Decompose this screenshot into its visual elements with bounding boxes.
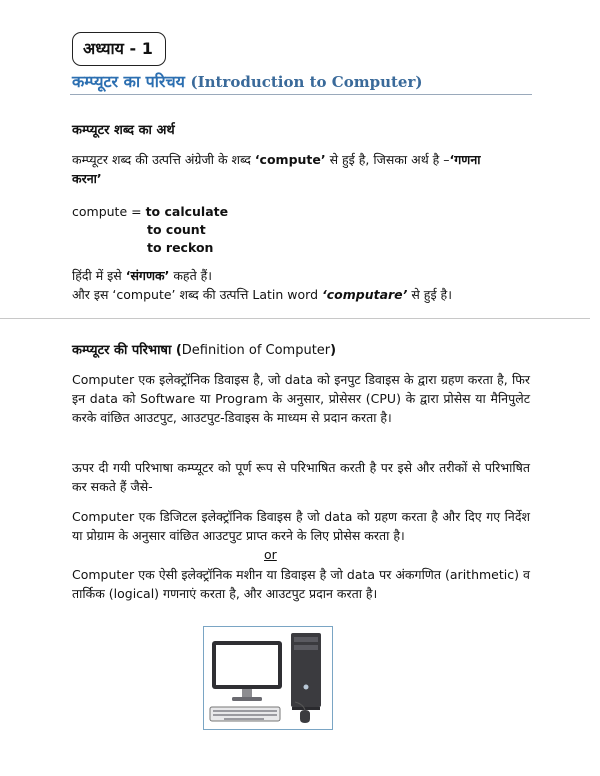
hindi-after: कहते हैं। [169,268,213,283]
definition-paragraph-2: ऊपर दी गयी परिभाषा कम्प्यूटर को पूर्ण रूप से परिभाषित करती है पर इसे और तरीकों से परिभाषित कर सकते हैं जैसे- [72,460,530,494]
hindi-term: ‘संगणक’ [125,268,170,283]
page-title [72,70,532,92]
cpu-tower [291,633,321,707]
compute-row-3 [72,238,372,256]
section2-heading-english: Definition of Computer [181,343,331,358]
section2-heading-open: ( [171,343,182,358]
compute-term: ‘compute’ [254,152,326,167]
section2-heading-close: ) [330,343,337,358]
or-separator: or [264,547,277,562]
meaning-line2: करना’ [72,171,102,186]
hindi-name-line [72,266,542,285]
section2-heading [72,340,336,358]
section1-paragraph [72,150,534,188]
definition-paragraph-1: Computer एक इलेक्ट्रॉनिक डिवाइस है, जो data को इनपुट डिवाइस के द्वारा ग्रहण करता है, फिर इन data को Software या Program के अनुसार, प्रोसेसर (CPU) के द्वारा प्रोसेस या मैनिपुलेट करके वांछित आउटपुट, आउटपुट-डिवाइस के माध्यम से प्रदान करता है। [72,372,530,425]
monitor-screen [216,645,278,685]
compute-label: compute = [72,204,146,219]
compute-meaning-3: to reckon [147,240,214,255]
latin-term: ‘computare’ [321,287,408,302]
para-mid: से हुई है, जिसका अर्थ है – [325,152,450,167]
compute-definition [72,202,372,256]
compute-meaning-1: to calculate [145,204,229,219]
title-english: (Introduction to Computer) [190,73,423,91]
chapter-label: अध्याय - 1 [72,32,166,66]
compute-row-2 [72,220,372,238]
meaning-line1: ‘गणना [449,152,481,167]
section2-heading-hindi: कम्प्यूटर की परिभाषा [72,343,172,358]
compute-row-1 [72,202,372,220]
desktop-computer-icon [204,627,332,729]
title-hindi: कम्प्यूटर का परिचय [72,72,185,91]
latin-after: से हुई है। [407,287,452,302]
compute-meaning-2: to count [147,222,206,237]
latin-origin-line [72,285,542,304]
mouse [300,710,310,723]
latin-before: और इस ‘compute’ शब्द की उत्पत्ति Latin word [72,287,322,302]
title-underline [70,94,532,95]
para-before: कम्प्यूटर शब्द की उत्पत्ति अंग्रेजी के शब्द [72,152,255,167]
definition-paragraph-3: Computer एक डिजिटल इलेक्ट्रॉनिक डिवाइस है जो data को ग्रहण करता है और दिए गए निर्देश या प्रोग्राम के अनुसार वांछित आउटपुट प्राप्त करने के लिए प्रोसेस करता है। [72,509,530,543]
section-divider [0,318,590,319]
section1-heading: कम्प्यूटर शब्द का अर्थ [72,123,175,138]
hindi-before: हिंदी में इसे [72,268,126,283]
computer-illustration [203,626,333,730]
definition-paragraph-4: Computer एक ऐसी इलेक्ट्रॉनिक मशीन या डिवाइस है जो data पर अंकगणित (arithmetic) व तार्किक (logical) गणनाएं करता है, और आउटपुट प्रदान करता है। [72,567,530,601]
